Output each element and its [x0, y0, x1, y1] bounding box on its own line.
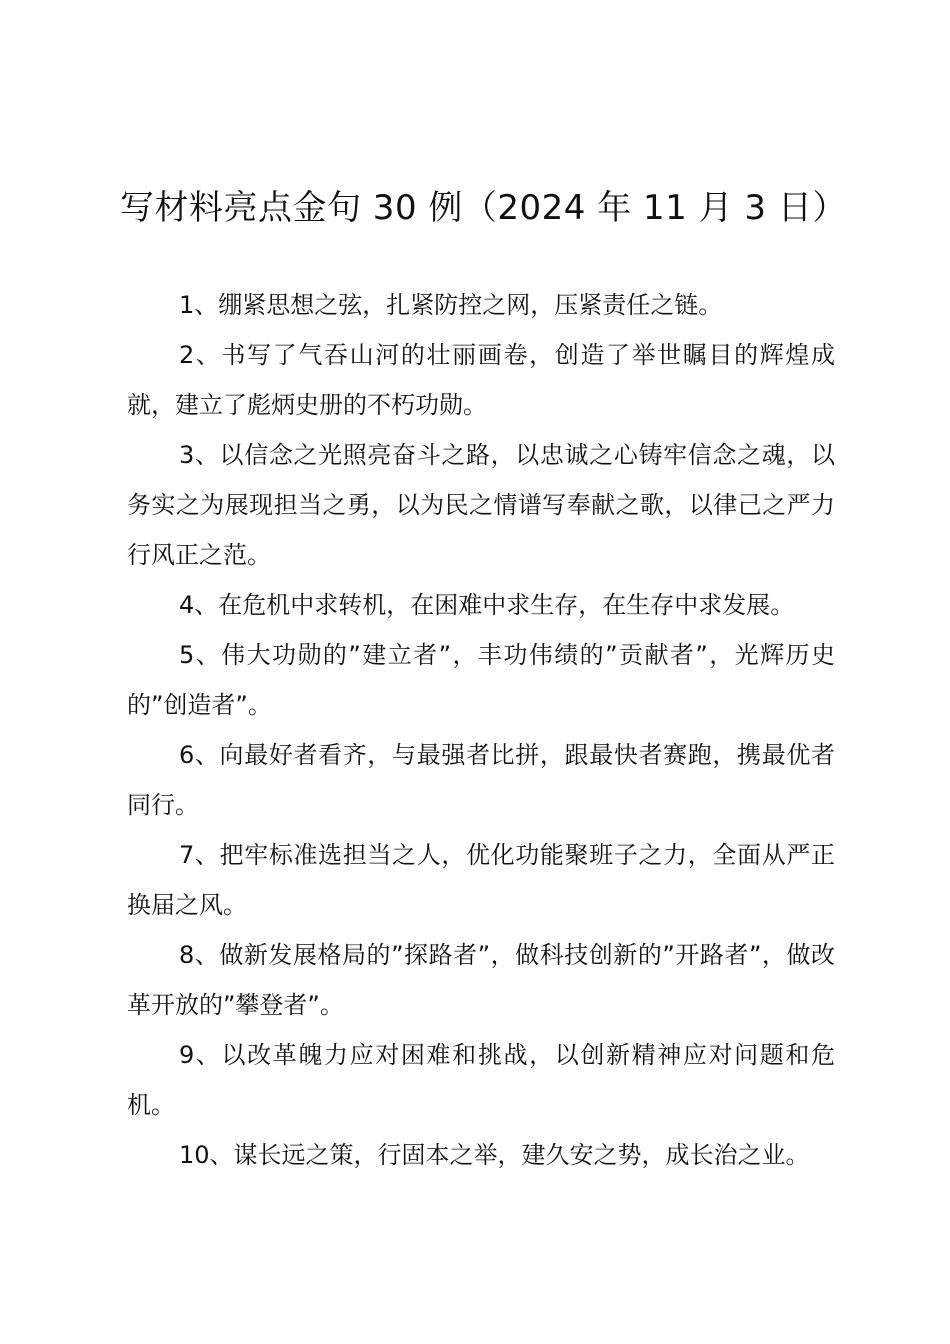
paragraph: 6、向最好者看齐，与最强者比拼，跟最快者赛跑，携最优者同行。 — [127, 741, 835, 819]
paragraph: 4、在危机中求转机，在困难中求生存，在生存中求发展。 — [179, 591, 795, 619]
paragraph: 2、书写了气吞山河的壮丽画卷，创造了举世瞩目的辉煌成就，建立了彪炳史册的不朽功勋。 — [127, 341, 835, 419]
paragraph: 9、以改革魄力应对困难和挑战，以创新精神应对问题和危机。 — [127, 1041, 835, 1119]
document-title: 写材料亮点金句 30 例（2024 年 11 月 3 日） — [120, 188, 847, 228]
paragraph: 10、谋长远之策，行固本之举，建久安之势，成长治之业。 — [179, 1141, 810, 1169]
paragraph: 8、做新发展格局的”探路者”，做科技创新的”开路者”，做改革开放的”攀登者”。 — [127, 941, 835, 1019]
paragraph: 7、把牢标准选担当之人，优化功能聚班子之力，全面从严正换届之风。 — [127, 841, 835, 919]
paragraph: 3、以信念之光照亮奋斗之路，以忠诚之心铸牢信念之魂，以务实之为展现担当之勇，以为民之情谱写奉献之歌，以律己之严力行风正之范。 — [127, 441, 835, 569]
paragraph: 1、绷紧思想之弦，扎紧防控之网，压紧责任之链。 — [179, 291, 723, 319]
document-body — [127, 280, 835, 1180]
paragraph: 5、伟大功勋的”建立者”，丰功伟绩的”贡献者”，光辉历史的”创造者”。 — [127, 641, 835, 719]
